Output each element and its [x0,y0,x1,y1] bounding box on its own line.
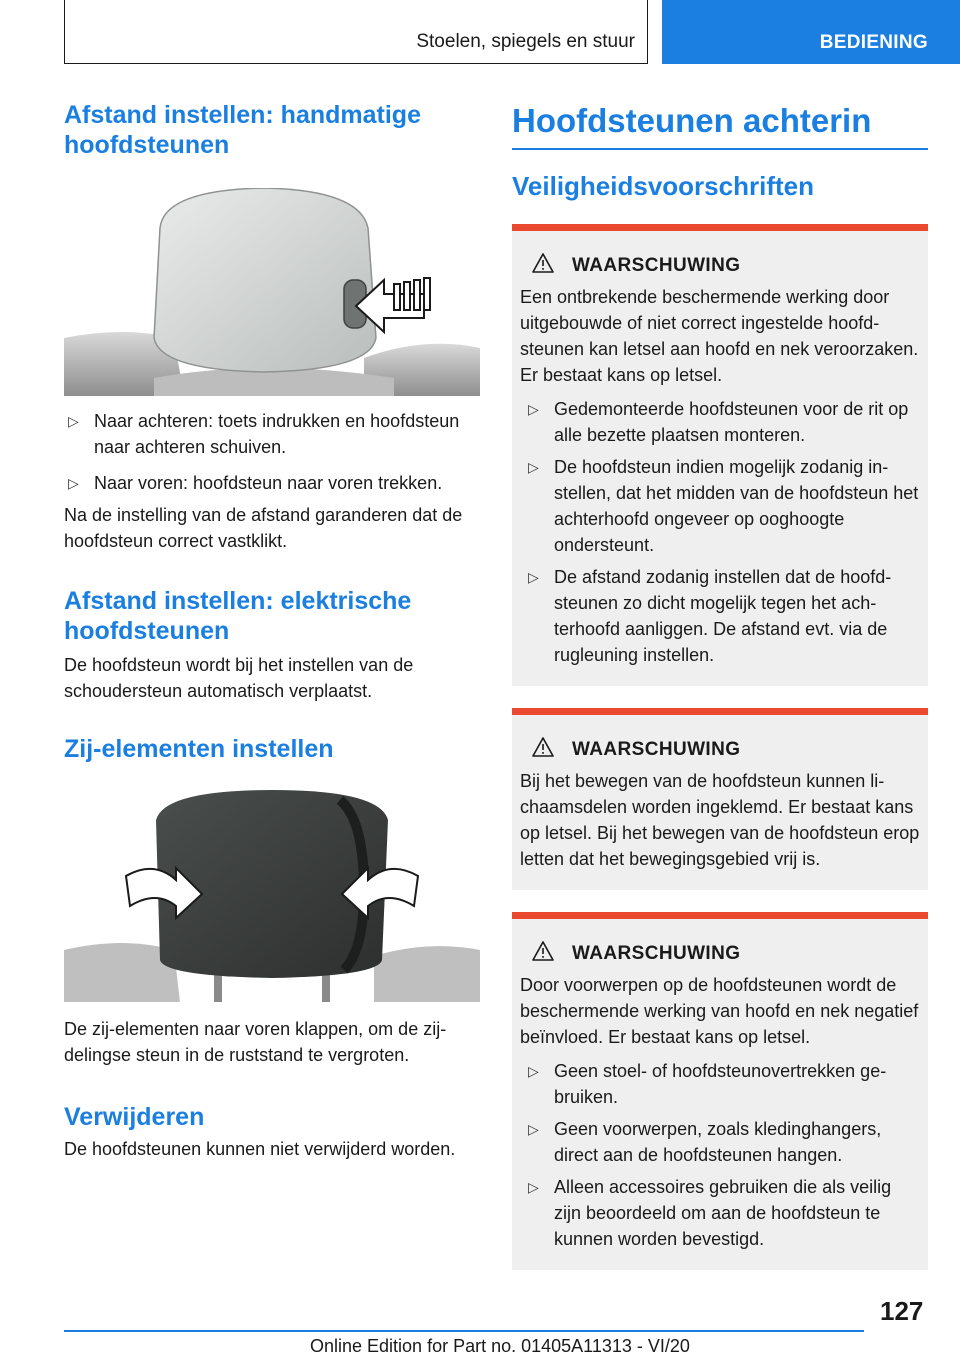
list-item: ▷ Naar achteren: toets indrukken en hoofdsteun naar achteren schuiven. [64,408,480,460]
triangle-bullet-icon: ▷ [528,1121,539,1137]
section-title-manual-distance: Afstand instellen: handmatige hoofdsteunen [64,101,421,159]
page-number: 127 [880,1296,924,1326]
left-column [64,100,480,1162]
section-title-remove: Verwijderen [64,1103,205,1131]
triangle-bullet-icon: ▷ [68,413,79,429]
warning-box [512,708,928,890]
warning-triangle-icon [532,941,554,966]
list-item: ▷ Alleen accessoires gebruiken die als veilig zijn beoordeeld om aan de hoofdsteun te kunnen worden bevestigd. [520,1174,920,1252]
warning-title: WAARSCHUWING [572,942,741,964]
warning-triangle-icon [532,253,554,278]
triangle-bullet-icon: ▷ [528,1179,539,1195]
paragraph-remove: De hoofdsteunen kunnen niet verwijderd worden. [64,1139,456,1159]
warning-triangle-icon [532,737,554,762]
warning-title: WAARSCHUWING [572,738,741,760]
triangle-bullet-icon: ▷ [528,569,539,585]
section-title-side-elements: Zij-elementen instellen [64,735,334,763]
warning-box [512,224,928,686]
paragraph-electric: De hoofdsteun wordt bij het instellen van de schoudersteun automatisch verplaatst. [64,655,414,701]
triangle-bullet-icon: ▷ [528,459,539,475]
warning-title: WAARSCHUWING [572,254,741,276]
paragraph-side-elements: De zij-elementen naar voren klappen, om de zijdelingse steun in de ruststand te vergroten. [64,1019,447,1065]
list-item: ▷ De hoofdsteun indien mogelijk zodanig instellen, dat het midden van de hoofdsteun het achterhoofd ongeveer op ooghoogte ondersteunt. [520,454,920,558]
header-section-title: Stoelen, spiegels en stuur [416,31,635,52]
header-frame [64,0,648,64]
paragraph-click-check: Na de instelling van de afstand garanderen dat de hoofdsteun correct vastklikt. [64,505,463,551]
headrest-button-illustration [64,188,480,396]
chapter-tab-label: BEDIENING [819,32,928,53]
footer-divider [64,1330,864,1332]
warning-box [512,912,928,1270]
triangle-bullet-icon: ▷ [528,1063,539,1079]
list-item: ▷ Gedemonteerde hoofdsteunen voor de rit op alle bezette plaatsen monteren. [520,396,920,448]
warning-bullets [520,396,920,668]
warning-text: Een ontbrekende beschermende werking door uitgebouwde of niet correct ingestelde hoofdsteunen kan letsel aan hoofd en nek veroorzaken. Er bestaat kans op letsel. [520,287,919,385]
chapter-tab [662,0,960,64]
warning-bullets [520,1058,920,1252]
page-title: Hoofdsteunen achterin [512,100,928,150]
manual-distance-bullets [64,408,480,496]
list-item: ▷ Geen voorwerpen, zoals kledinghangers, direct aan de hoofdsteunen hangen. [520,1116,920,1168]
list-item: ▷ De afstand zodanig instellen dat de hoofdsteunen zo dicht mogelijk tegen het achterhoofd aanliggen. De afstand evt. via de rugleuning instellen. [520,564,920,668]
triangle-bullet-icon: ▷ [68,475,79,491]
list-item: ▷ Geen stoel- of hoofdsteunovertrekken gebruiken. [520,1058,920,1110]
side-elements-illustration [64,790,480,1002]
warning-text: Door voorwerpen op de hoofdsteunen wordt de beschermende werking van hoofd en nek negatief beïnvloed. Er bestaat kans op letsel. [520,975,919,1047]
triangle-bullet-icon: ▷ [528,401,539,417]
warning-text: Bij het bewegen van de hoofdsteun kunnen lichaamsdelen worden ingeklemd. Er bestaat kans op letsel. Bij het bewegen van de hoofdsteun erop letten dat het bewegingsgebied vrij is. [520,771,920,869]
right-column [512,100,928,1270]
section-title-electric-distance: Afstand instellen: elektrische hoofdsteunen [64,587,412,645]
footer-edition: Online Edition for Part no. 01405A11313 - VI/20 [310,1336,690,1356]
list-item: ▷ Naar voren: hoofdsteun naar voren trekken. [64,470,480,496]
subsection-title-safety: Veiligheidsvoorschriften [512,171,814,201]
